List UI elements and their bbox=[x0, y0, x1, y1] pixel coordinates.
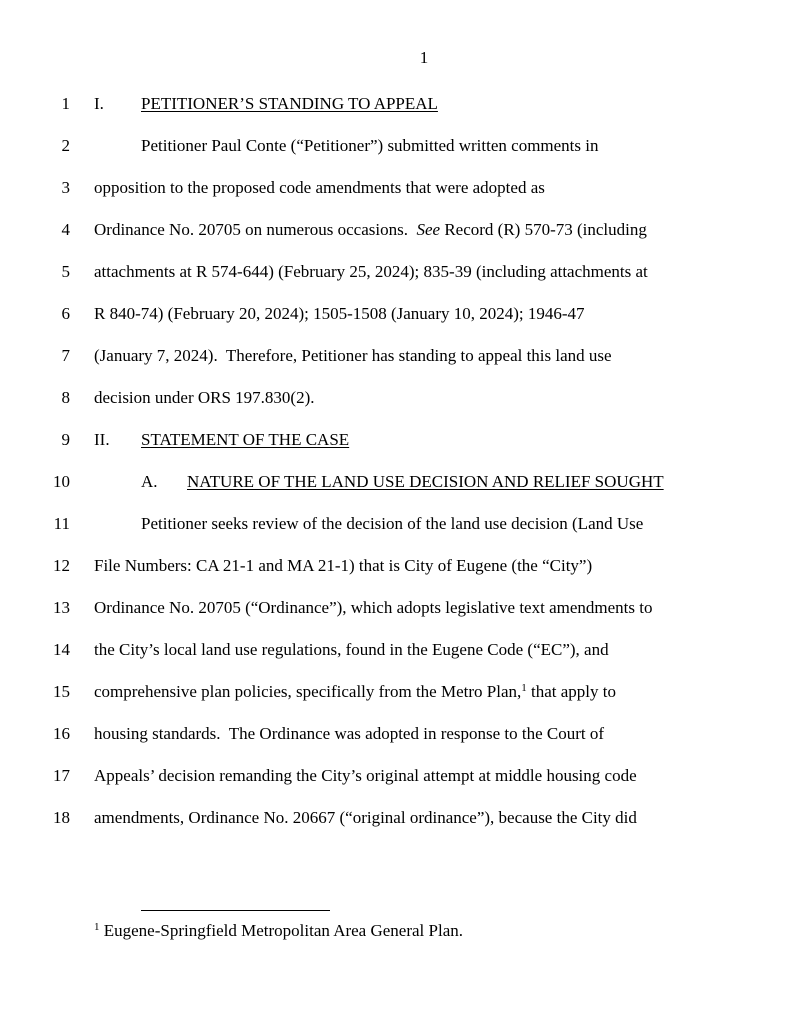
line-number: 7 bbox=[61, 346, 70, 365]
document-line bbox=[0, 808, 800, 832]
line-number: 6 bbox=[61, 304, 70, 323]
text-segment: comprehensive plan policies, specifically from the Metro Plan, bbox=[94, 682, 522, 701]
footnote-separator bbox=[141, 910, 330, 911]
line-text: decision under ORS 197.830(2). bbox=[94, 388, 315, 407]
footnote-text: Eugene-Springfield Metropolitan Area General Plan. bbox=[99, 921, 463, 940]
line-number: 17 bbox=[53, 766, 70, 785]
text-segment: Ordinance No. 20705 on numerous occasions. bbox=[94, 220, 417, 239]
subsection-letter: A. bbox=[141, 472, 158, 491]
line-number: 12 bbox=[53, 556, 70, 575]
document-line bbox=[0, 346, 800, 370]
line-text: Ordinance No. 20705 (“Ordinance”), which adopts legislative text amendments to bbox=[94, 598, 653, 617]
line-number: 1 bbox=[61, 94, 70, 113]
document-line bbox=[0, 136, 800, 160]
line-text: (January 7, 2024). Therefore, Petitioner has standing to appeal this land use bbox=[94, 346, 612, 365]
text-segment: Record (R) 570-73 (including bbox=[440, 220, 647, 239]
roman-numeral: II. bbox=[94, 430, 110, 449]
section-heading bbox=[94, 430, 349, 450]
line-number: 8 bbox=[61, 388, 70, 407]
document-line bbox=[0, 640, 800, 664]
line-text: the City’s local land use regulations, found in the Eugene Code (“EC”), and bbox=[94, 640, 609, 659]
document-line bbox=[0, 220, 800, 244]
line-text: housing standards. The Ordinance was adopted in response to the Court of bbox=[94, 724, 605, 743]
document-line bbox=[0, 556, 800, 580]
page-number: 1 bbox=[419, 48, 429, 67]
heading-text: NATURE OF THE LAND USE DECISION AND RELIEF SOUGHT bbox=[187, 472, 664, 491]
italic-signal: See bbox=[416, 220, 441, 239]
line-number: 9 bbox=[61, 430, 70, 449]
line-number: 3 bbox=[61, 178, 70, 197]
document-line bbox=[0, 724, 800, 748]
footnote-marker: 1 bbox=[94, 921, 100, 933]
document-line bbox=[0, 682, 800, 706]
line-number: 10 bbox=[53, 472, 70, 491]
line-number: 4 bbox=[61, 220, 70, 239]
document-line bbox=[0, 766, 800, 790]
heading-text: STATEMENT OF THE CASE bbox=[141, 430, 350, 449]
line-text: attachments at R 574-644) (February 25, 2024); 835-39 (including attachments at bbox=[94, 262, 648, 281]
document-line bbox=[0, 94, 800, 118]
line-number: 11 bbox=[53, 514, 70, 533]
line-number: 14 bbox=[53, 640, 70, 659]
text-segment: that apply to bbox=[526, 682, 616, 701]
line-number: 2 bbox=[61, 136, 70, 155]
document-line bbox=[0, 262, 800, 286]
line-text: File Numbers: CA 21-1 and MA 21-1) that is City of Eugene (the “City”) bbox=[94, 556, 593, 575]
line-text: opposition to the proposed code amendments that were adopted as bbox=[94, 178, 545, 197]
document-line bbox=[0, 304, 800, 328]
document-line bbox=[0, 178, 800, 202]
section-heading bbox=[94, 94, 438, 114]
line-text: Petitioner seeks review of the decision of the land use decision (Land Use bbox=[141, 514, 644, 533]
footnote-reference[interactable]: 1 bbox=[521, 682, 527, 694]
line-text bbox=[94, 682, 616, 702]
roman-numeral: I. bbox=[94, 94, 104, 113]
document-line bbox=[0, 598, 800, 622]
document-line bbox=[0, 430, 800, 454]
line-number: 16 bbox=[53, 724, 70, 743]
line-number: 15 bbox=[53, 682, 70, 701]
line-number: 13 bbox=[53, 598, 70, 617]
line-text: Appeals’ decision remanding the City’s original attempt at middle housing code bbox=[94, 766, 637, 785]
document-line bbox=[0, 388, 800, 412]
line-text bbox=[94, 220, 647, 240]
document-line bbox=[0, 514, 800, 538]
line-number: 18 bbox=[53, 808, 70, 827]
document-line bbox=[0, 472, 800, 496]
line-text: R 840-74) (February 20, 2024); 1505-1508 (January 10, 2024); 1946-47 bbox=[94, 304, 585, 323]
footnote bbox=[94, 921, 463, 941]
heading-text: PETITIONER’S STANDING TO APPEAL bbox=[141, 94, 438, 113]
line-number: 5 bbox=[61, 262, 70, 281]
subsection-heading bbox=[141, 472, 664, 492]
line-text: Petitioner Paul Conte (“Petitioner”) submitted written comments in bbox=[141, 136, 599, 155]
line-text: amendments, Ordinance No. 20667 (“original ordinance”), because the City did bbox=[94, 808, 637, 827]
